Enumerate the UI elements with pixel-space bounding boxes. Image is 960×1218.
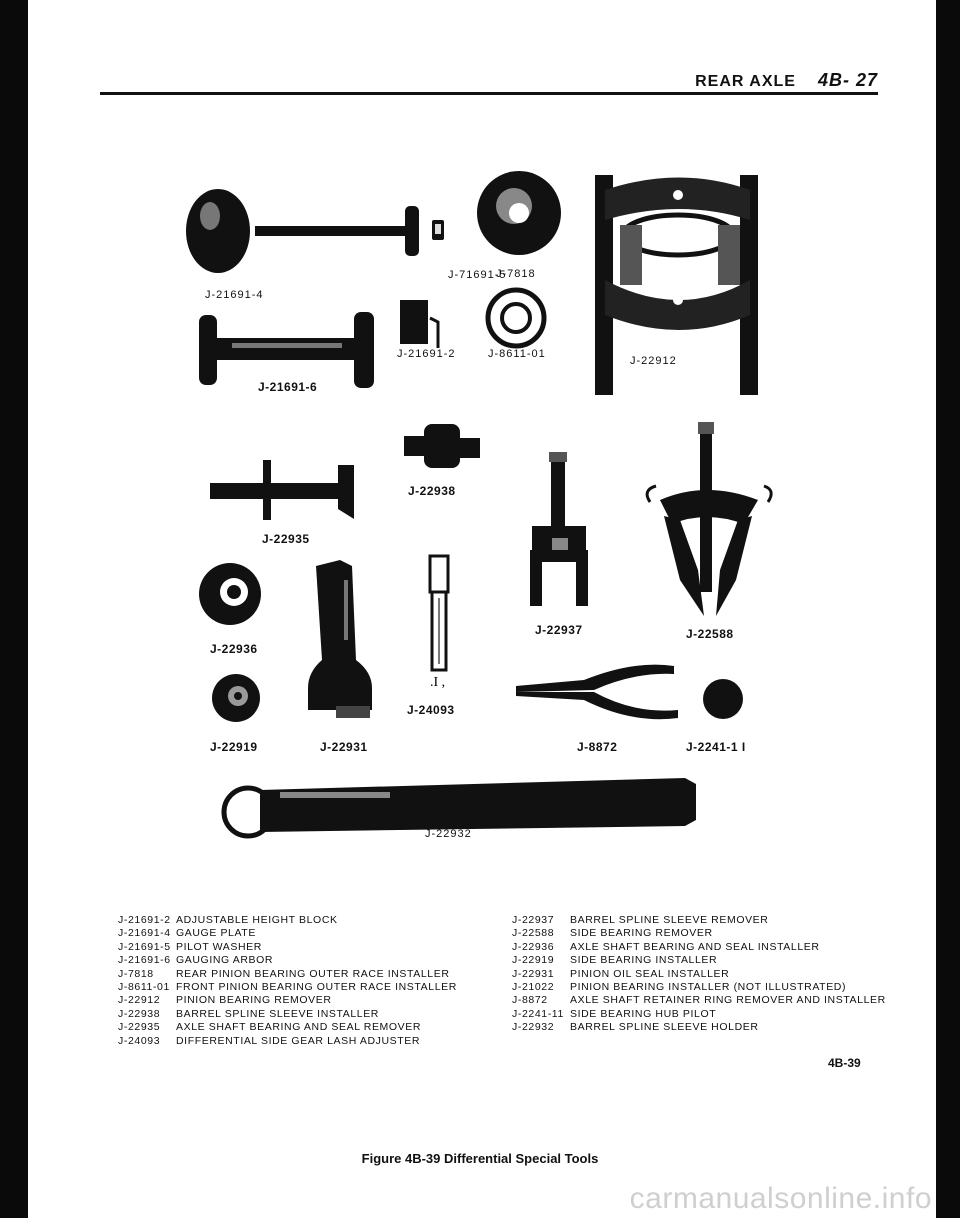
tool-description: ADJUSTABLE HEIGHT BLOCK bbox=[176, 914, 338, 926]
tool-label: J-21691-4 bbox=[205, 289, 264, 301]
tool-label: J-22912 bbox=[630, 355, 677, 367]
tool-code: J-22919 bbox=[512, 954, 555, 967]
front-race-installer-illustration bbox=[484, 286, 548, 350]
tool-description: GAUGE PLATE bbox=[176, 927, 256, 940]
page-number: 4B- 27 bbox=[817, 70, 878, 90]
scan-edge-right bbox=[936, 0, 960, 1218]
legend-row bbox=[512, 968, 892, 981]
legend-row bbox=[512, 981, 892, 994]
tool-label: J-22919 bbox=[210, 740, 258, 754]
tool-label: J-22936 bbox=[210, 642, 258, 656]
axle-seal-installer-illustration bbox=[196, 560, 264, 628]
legend-row bbox=[512, 954, 892, 967]
tool-code: J-22932 bbox=[512, 1021, 555, 1034]
lash-adjuster-illustration bbox=[420, 552, 470, 688]
tool-description: BARREL SPLINE SLEEVE REMOVER bbox=[570, 914, 769, 926]
gauging-arbor-illustration bbox=[196, 310, 376, 390]
tool-code: J-22588 bbox=[512, 927, 555, 940]
svg-text:.I ,: .I , bbox=[430, 675, 446, 688]
legend-row bbox=[512, 927, 892, 940]
section-title: REAR AXLE bbox=[695, 73, 796, 90]
tool-code: J-21691-2 bbox=[118, 914, 171, 926]
tool-description: DIFFERENTIAL SIDE GEAR LASH ADJUSTER bbox=[176, 1034, 421, 1047]
header-text bbox=[695, 70, 878, 91]
tool-description: PINION OIL SEAL INSTALLER bbox=[570, 967, 730, 980]
legend-row bbox=[512, 1021, 892, 1034]
scan-edge-left bbox=[0, 0, 28, 1218]
tool-code: J-21691-5 bbox=[118, 940, 171, 953]
legend-row bbox=[512, 914, 892, 927]
tool-label: J-8611-01 bbox=[488, 348, 546, 360]
tool-code: J-7818 bbox=[118, 967, 154, 980]
tool-label: J-21691-6 bbox=[258, 380, 318, 394]
figure-number: 4B-39 bbox=[828, 1056, 861, 1070]
legend-row bbox=[118, 981, 478, 994]
hub-pilot-illustration bbox=[700, 676, 746, 722]
tool-code: J-22938 bbox=[118, 1007, 161, 1020]
gauge-plate-bar-illustration bbox=[180, 186, 450, 276]
legend-row bbox=[118, 1021, 478, 1034]
legend-row bbox=[118, 994, 478, 1007]
tool-label: J-8872 bbox=[577, 740, 618, 754]
tool-description: AXLE SHAFT RETAINER RING REMOVER AND INSTALLER bbox=[570, 994, 886, 1007]
tool-description: BARREL SPLINE SLEEVE HOLDER bbox=[570, 1021, 759, 1034]
legend-row bbox=[118, 968, 478, 981]
tool-code: J-22935 bbox=[118, 1021, 161, 1034]
tool-label: J-22588 bbox=[686, 627, 734, 641]
tool-code: J-21691-4 bbox=[118, 927, 171, 940]
legend-row bbox=[118, 927, 478, 940]
tool-description: SIDE BEARING REMOVER bbox=[570, 927, 713, 940]
side-bearing-puller-illustration bbox=[640, 420, 780, 620]
tool-label: J-24093 bbox=[407, 703, 455, 717]
tool-description: FRONT PINION BEARING OUTER RACE INSTALLER bbox=[176, 981, 457, 994]
tool-label: J-7818 bbox=[496, 268, 536, 280]
pinion-seal-installer-illustration bbox=[300, 560, 380, 720]
tool-code: J-24093 bbox=[118, 1034, 161, 1047]
tool-code: J-22912 bbox=[118, 994, 161, 1007]
tool-label: J-22937 bbox=[535, 623, 583, 637]
legend-row bbox=[118, 914, 478, 927]
tool-code: J-21022 bbox=[512, 981, 555, 994]
tool-code: J-2241-11 bbox=[512, 1007, 564, 1020]
legend-row bbox=[512, 994, 892, 1007]
tool-label: J-21691-2 bbox=[397, 348, 456, 360]
tool-label: J-71691-5 bbox=[448, 269, 507, 281]
page-header bbox=[100, 70, 878, 95]
sleeve-remover-illustration bbox=[524, 450, 594, 610]
tool-code: J-22937 bbox=[512, 914, 555, 926]
tool-description: AXLE SHAFT BEARING AND SEAL REMOVER bbox=[176, 1021, 422, 1034]
tool-label: J-2241-1 I bbox=[686, 740, 746, 754]
legend-right bbox=[512, 914, 892, 1035]
tool-description: PINION BEARING INSTALLER (NOT ILLUSTRATED) bbox=[570, 981, 847, 994]
legend-row bbox=[512, 941, 892, 954]
height-block-illustration bbox=[398, 298, 448, 350]
tool-code: J-21691-6 bbox=[118, 954, 171, 967]
tool-code: J-8872 bbox=[512, 994, 548, 1007]
sleeve-installer-illustration bbox=[402, 418, 482, 474]
retainer-ring-pliers-illustration bbox=[514, 654, 684, 724]
tool-description: REAR PINION BEARING OUTER RACE INSTALLER bbox=[176, 967, 450, 980]
legend-row bbox=[118, 954, 478, 967]
tool-label: J-22935 bbox=[262, 532, 310, 546]
legend-row bbox=[512, 1008, 892, 1021]
side-bearing-installer-illustration bbox=[210, 672, 262, 724]
tool-code: J-22931 bbox=[512, 967, 555, 980]
tool-description: GAUGING ARBOR bbox=[176, 954, 274, 967]
tool-description: BARREL SPLINE SLEEVE INSTALLER bbox=[176, 1007, 379, 1020]
legend-row bbox=[118, 941, 478, 954]
legend-left bbox=[118, 914, 478, 1048]
tool-code: J-8611-01 bbox=[118, 981, 170, 994]
tool-label: J-22931 bbox=[320, 740, 368, 754]
legend-row bbox=[118, 1035, 478, 1048]
tool-label: J-22938 bbox=[408, 484, 456, 498]
figure-caption: Figure 4B-39 Differential Special Tools bbox=[361, 1151, 599, 1166]
tool-code: J-22936 bbox=[512, 940, 555, 953]
tool-label: J-22932 bbox=[425, 828, 472, 840]
watermark: carmanualsonline.info bbox=[629, 1182, 932, 1215]
axle-bearing-remover-illustration bbox=[208, 455, 358, 525]
pinion-bearing-remover-illustration bbox=[590, 170, 770, 400]
tool-description: SIDE BEARING HUB PILOT bbox=[570, 1007, 717, 1020]
tool-description: PILOT WASHER bbox=[176, 940, 262, 953]
race-installer-disc-illustration bbox=[474, 168, 564, 258]
tool-description: AXLE SHAFT BEARING AND SEAL INSTALLER bbox=[570, 940, 820, 953]
tool-description: SIDE BEARING INSTALLER bbox=[570, 954, 718, 967]
legend-row bbox=[118, 1008, 478, 1021]
tool-description: PINION BEARING REMOVER bbox=[176, 994, 332, 1007]
